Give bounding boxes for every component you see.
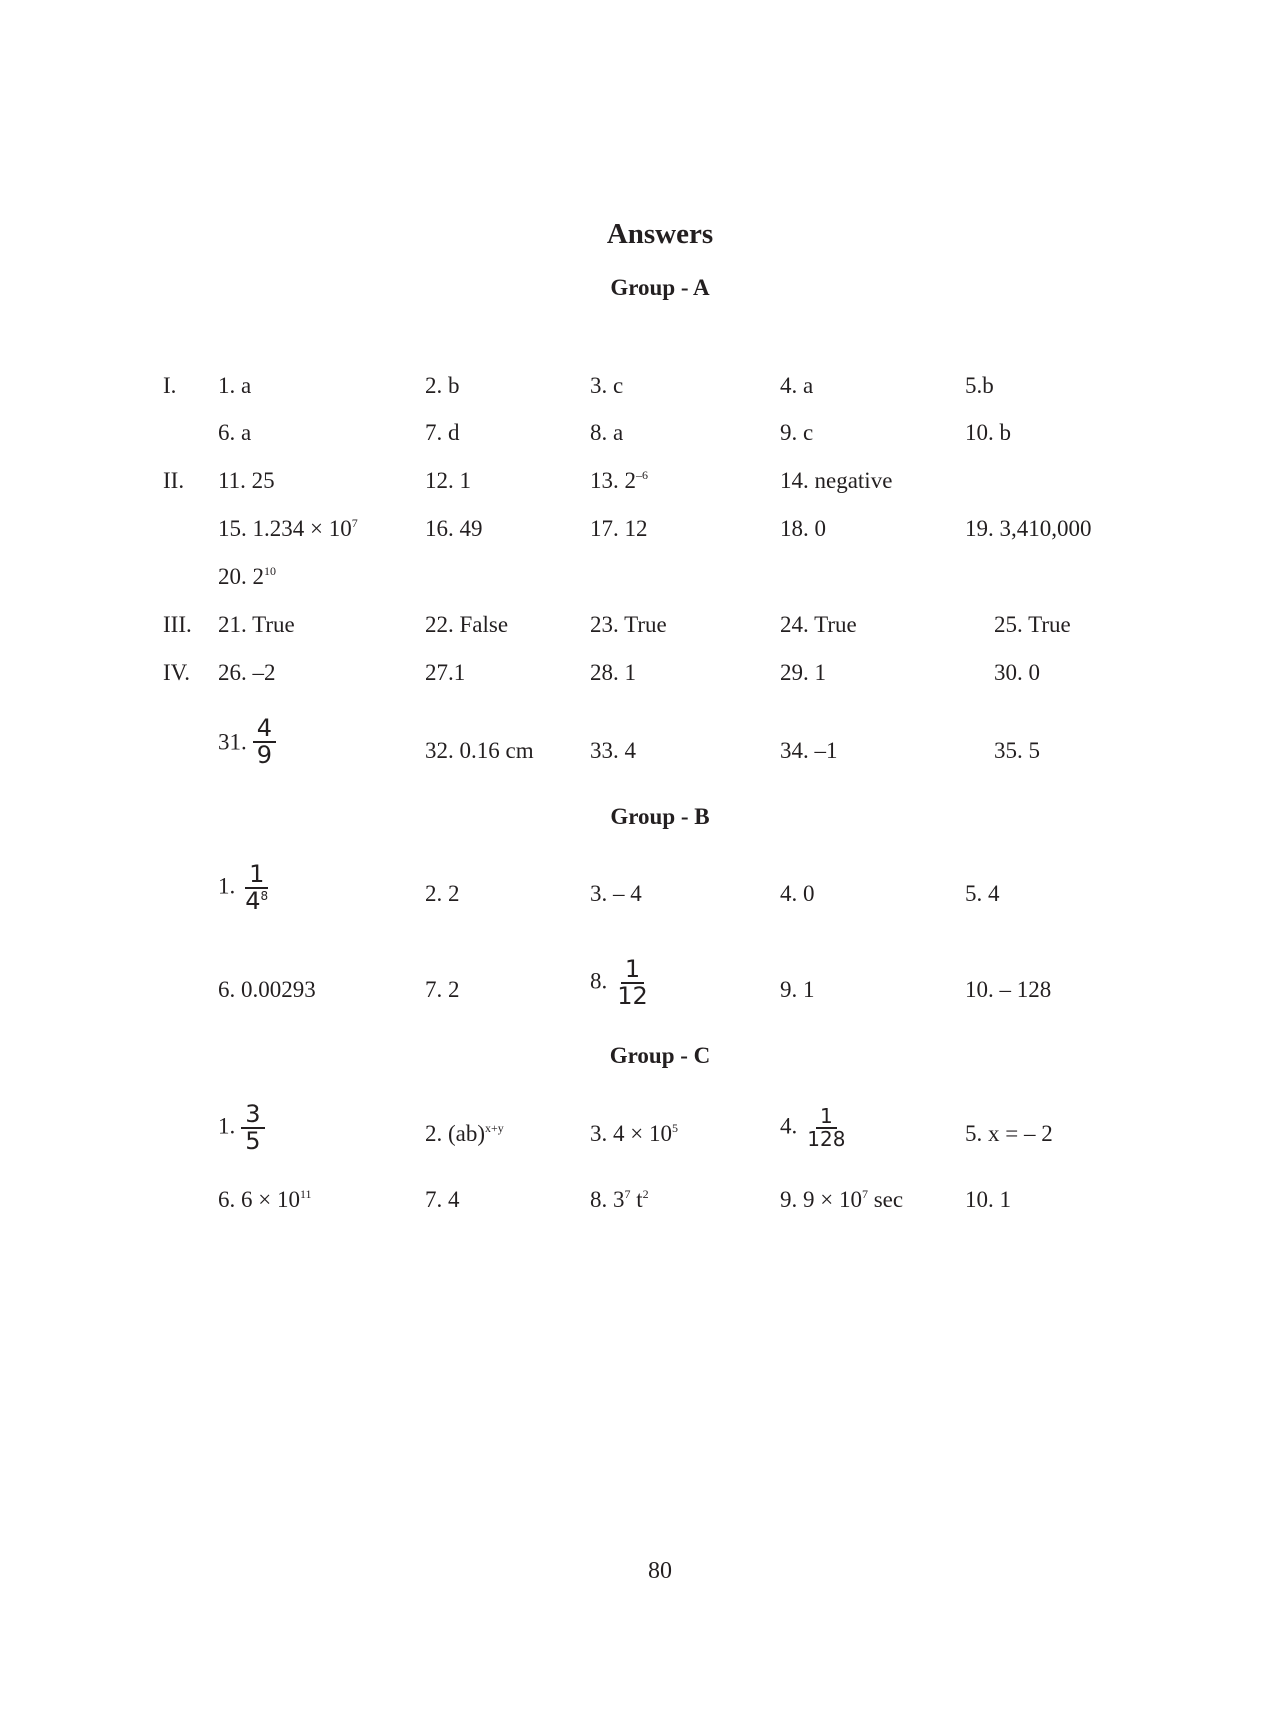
fraction: $\frac{3}{5}$ [241, 1102, 264, 1154]
answer-a26: 26. –2 [218, 660, 276, 685]
answer-c9: 9. $9 \times 10^7$ sec [780, 1187, 904, 1212]
answer-c2: 2. (ab)$^{x+y}$ [425, 1121, 504, 1146]
answer-a6: 6. a [218, 420, 252, 445]
answer-b3: 3. – 4 [590, 881, 642, 906]
answer-a24: 24. True [780, 612, 857, 637]
answer-a18: 18. 0 [780, 516, 826, 541]
answer-c3: 3. $4 \times 10^5$ [590, 1121, 678, 1146]
answer-c1: 1. $\frac{3}{5}$ [218, 1102, 265, 1154]
answer-a7: 7. d [425, 420, 460, 445]
fraction: $\frac{4}{9}$ [253, 716, 276, 768]
answer-a32: 32. 0.16 cm [425, 738, 534, 763]
answer-a35: 35. 5 [994, 738, 1040, 763]
answer-c4: 4. $\frac{1}{128}$ [780, 1106, 849, 1150]
answer-b1: 1. $\frac{1}{4^8}$ [218, 862, 272, 914]
answer-a28: 28. 1 [590, 660, 636, 685]
answer-a25: 25. True [994, 612, 1071, 637]
answer-b10: 10. – 128 [965, 977, 1052, 1002]
answer-a27: 27.1 [425, 660, 466, 685]
answer-a10: 10. b [965, 420, 1011, 445]
answer-b8: 8. $\frac{1}{12}$ [590, 957, 652, 1009]
answer-a3: 3. c [590, 373, 624, 398]
page-title: Answers [606, 218, 714, 250]
answer-a20: 20. $2^{10}$ [218, 564, 276, 589]
answer-a11: 11. 25 [218, 468, 275, 493]
group-c-heading: Group - C [609, 1043, 711, 1068]
answer-a9: 9. c [780, 420, 814, 445]
answer-a8: 8. a [590, 420, 624, 445]
answer-a33: 33. 4 [590, 738, 636, 763]
page-number: 80 [648, 1558, 672, 1584]
answer-a17: 17. 12 [590, 516, 648, 541]
answer-a30: 30. 0 [994, 660, 1040, 685]
answer-a34: 34. –1 [780, 738, 838, 763]
answer-b4: 4. 0 [780, 881, 815, 906]
answer-a29: 29. 1 [780, 660, 826, 685]
section-label-ii: II. [163, 468, 185, 493]
answer-a22: 22. False [425, 612, 509, 637]
fraction: $\frac{1}{128}$ [807, 1104, 846, 1151]
answer-a5: 5.b [965, 373, 994, 398]
answer-c8: 8. $3^7$ $t^2$ [590, 1187, 649, 1212]
group-b-heading: Group - B [610, 804, 710, 829]
answer-b6: 6. 0.00293 [218, 977, 316, 1002]
answer-c6: 6. $6 \times 10^{11}$ [218, 1187, 312, 1212]
answer-c10: 10. 1 [965, 1187, 1011, 1212]
answer-a15: 15. $1.234 \times 10^7$ [218, 516, 358, 541]
answer-b5: 5. 4 [965, 881, 1000, 906]
answer-b7: 7. 2 [425, 977, 460, 1002]
answer-b9: 9. 1 [780, 977, 815, 1002]
answer-b2: 2. 2 [425, 881, 460, 906]
answer-a13: 13. $2^{-6}$ [590, 468, 648, 493]
answer-a21: 21. True [218, 612, 295, 637]
answer-a1: 1. a [218, 373, 252, 398]
answer-a31: 31. $\frac{4}{9}$ [218, 718, 276, 770]
answer-a4: 4. a [780, 373, 814, 398]
answer-a14: 14. negative [780, 468, 893, 493]
fraction: $\frac{1}{4^8}$ [245, 860, 269, 916]
answer-a19: 19. 3,410,000 [965, 516, 1092, 541]
group-a-heading: Group - A [610, 275, 710, 300]
fraction: $\frac{1}{12}$ [617, 955, 648, 1011]
answer-c5: 5. x = – 2 [965, 1121, 1053, 1146]
answer-a2: 2. b [425, 373, 460, 398]
answer-a23: 23. True [590, 612, 667, 637]
section-label-iv: IV. [163, 660, 191, 685]
section-label-i: I. [163, 373, 177, 398]
section-label-iii: III. [163, 612, 192, 637]
answer-a12: 12. 1 [425, 468, 471, 493]
answer-c7: 7. 4 [425, 1187, 460, 1212]
answer-a16: 16. 49 [425, 516, 483, 541]
